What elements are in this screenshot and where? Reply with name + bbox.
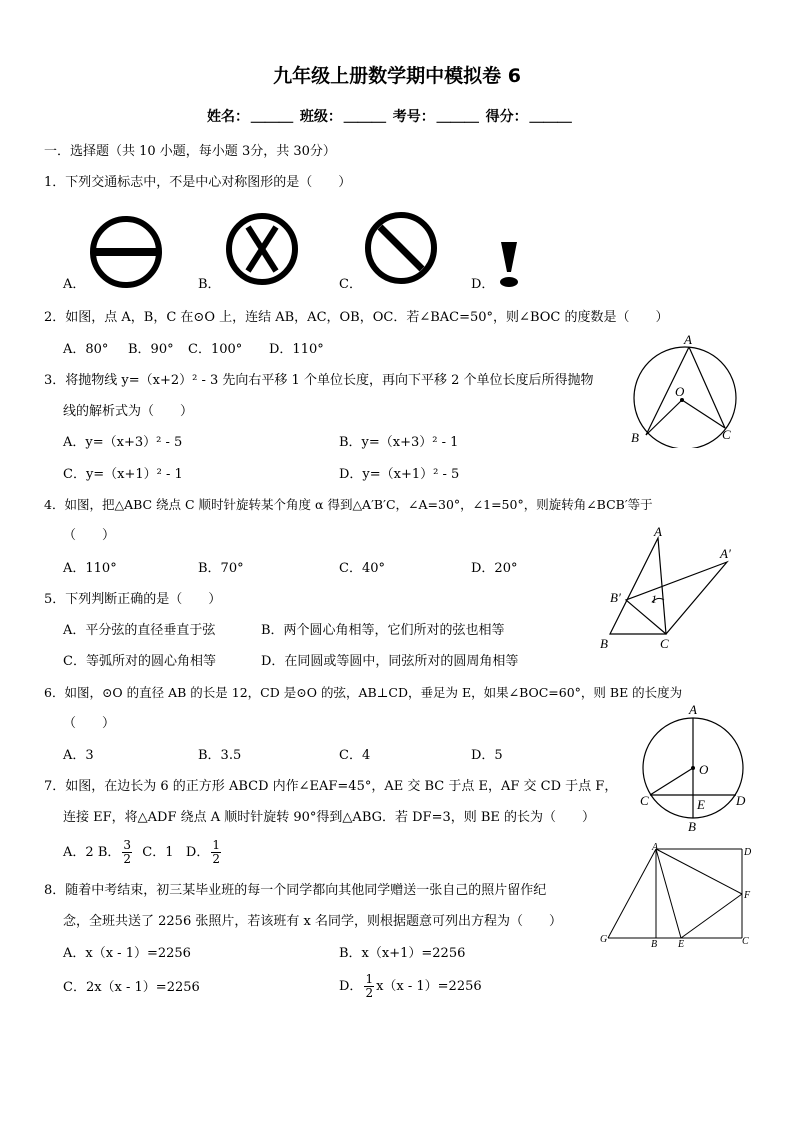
q7-label-b: B [651, 939, 658, 950]
student-info-line [207, 106, 574, 126]
q1-option-b: B． [198, 277, 221, 292]
q8-option-d: D． [339, 979, 363, 994]
q2-stem: 2．如图，点 A，B，C 在⊙O 上，连结 AB，AC，OB，OC．若∠BAC=50°，则∠BOC 的度数是（ ） [44, 310, 669, 325]
q2-label-b: B [631, 430, 639, 445]
exam-no-label: 考号： [392, 109, 435, 125]
q7-label-c: C [742, 936, 749, 947]
q4-rotation-figure [596, 524, 746, 654]
q4-label-c: C [660, 636, 669, 651]
q2-option-b: B．90° [128, 342, 174, 357]
q5-option-a: A．平分弦的直径垂直于弦 [63, 623, 216, 638]
q8-option-d-fraction: $\frac{1}{2}$ [365, 972, 374, 1000]
q4-label-b: B [600, 636, 608, 651]
q7-option-a: A．2 [63, 845, 94, 860]
name-label: 姓名： [207, 109, 249, 125]
q5-option-d: D．在同圆或等圆中，同弦所对的圆周角相等 [261, 654, 519, 669]
q6-stem-line1: 6．如图，⊙O 的直径 AB 的长是 12，CD 是⊙O 的弦，AB⊥CD，垂足为 E，如果∠BOC=60°，则 BE 的长度为 [44, 685, 683, 700]
q5-option-b: B．两个圆心角相等，它们所对的弦也相等 [261, 623, 505, 638]
q7-label-g: G [600, 934, 608, 945]
q3-stem-line1: 3．将抛物线 y=（x+2）² - 3 先向右平移 1 个单位长度，再向下平移 2 个单位长度后所得抛物 [44, 373, 594, 388]
q7-option-b: B． [97, 845, 121, 860]
q4-option-a: A．110° [63, 561, 117, 576]
circle-x-sign-icon [224, 211, 300, 287]
q2-option-d: D．110° [269, 342, 324, 357]
q4-label-angle1: 1 [651, 592, 657, 606]
q4-option-b: B．70° [198, 561, 244, 576]
q7-square-figure [598, 840, 758, 950]
q7-option-c: C．1 [142, 845, 174, 860]
q6-circle-figure [636, 700, 756, 836]
q7-option-d-fraction: $\frac{1}{2}$ [212, 838, 220, 866]
q7-stem-line2: 连接 EF，将△ADF 绕点 A 顺时针旋转 90°得到△ABG．若 DF=3，则 BE 的长为（ ） [63, 810, 596, 825]
q6-label-a: A [689, 702, 697, 717]
q3-option-a: A．y=（x+3）² - 5 [63, 435, 183, 450]
q7-stem-line1: 7．如图，在边长为 6 的正方形 ABCD 内作∠EAF=45°，AE 交 BC 于点 E，AF 交 CD 于点 F， [44, 779, 618, 794]
q3-option-b: B．y=（x+3）² - 1 [339, 435, 459, 450]
q6-option-b: B．3.5 [198, 748, 242, 763]
q5-stem: 5．下列判断正确的是（ ） [44, 592, 222, 607]
q4-option-d: D．20° [471, 561, 518, 576]
q2-label-c: C [722, 427, 731, 442]
exclamation-sign-icon [496, 240, 522, 290]
class-blank: ＿＿＿ [343, 109, 386, 125]
q1-stem: 1．下列交通标志中，不是中心对称图形的是（ ） [44, 175, 352, 190]
score-blank: ＿＿＿ [529, 109, 572, 125]
class-label: 班级： [299, 109, 342, 125]
name-blank: ＿＿＿ [251, 109, 293, 125]
q3-option-c: C．y=（x+1）² - 1 [63, 467, 183, 482]
q8-option-b: B．x（x+1）=2256 [339, 946, 466, 961]
q1-option-d: D． [471, 277, 495, 292]
q8-option-c: C．2x（x - 1）=2256 [63, 980, 200, 995]
q4-stem-line1: 4．如图，把△ABC 绕点 C 顺时针旋转某个角度 α 得到△A′B′C，∠A=30°，∠1=50°，则旋转角∠BCB′等于 [44, 497, 653, 512]
q6-option-c: C．4 [339, 748, 371, 763]
page-title: 九年级上册数学期中模拟卷 6 [273, 65, 521, 87]
q2-label-o: O [675, 384, 685, 399]
exam-no-blank: ＿＿＿ [436, 109, 479, 125]
q7-label-d: D [744, 847, 752, 858]
q7-label-a: A [652, 842, 659, 853]
q4-option-c: C．40° [339, 561, 385, 576]
q2-option-a: A．80° [63, 342, 109, 357]
q3-option-d: D．y=（x+1）² - 5 [339, 467, 460, 482]
score-label: 得分： [485, 109, 528, 125]
q7-options-row [63, 836, 223, 870]
section-heading: 一．选择题（共 10 小题，每小题 3分，共 30分） [44, 144, 336, 159]
q4-label-a: A [654, 524, 662, 539]
q2-circle-figure [622, 330, 748, 448]
q7-label-e: E [678, 939, 685, 950]
q7-option-d: D． [185, 845, 210, 860]
q8-stem-line1: 8．随着中考结束，初三某毕业班的每一个同学都向其他同学赠送一张自己的照片留作纪 [44, 883, 547, 898]
q4-label-a-prime: A′ [720, 546, 731, 561]
q8-option-a: A．x（x - 1）=2256 [63, 946, 191, 961]
q6-option-a: A．3 [63, 748, 94, 763]
q6-label-e: E [697, 797, 705, 812]
q7-option-b-fraction: $\frac{3}{2}$ [123, 838, 132, 866]
q4-label-b-prime: B′ [610, 590, 621, 605]
q3-stem-line2: 线的解析式为（ ） [63, 404, 194, 419]
q6-option-d: D．5 [471, 748, 503, 763]
q1-option-a: A． [63, 277, 86, 292]
q6-stem-line2: （ ） [63, 716, 116, 731]
q2-option-c: C．100° [188, 342, 243, 357]
q6-label-o: O [699, 762, 709, 777]
q6-label-b: B [688, 819, 696, 834]
q2-label-a: A [684, 332, 692, 347]
q6-label-d: D [736, 793, 746, 808]
q4-stem-line2: （ ） [63, 528, 116, 543]
circle-diagonal-bar-sign-icon [363, 210, 439, 286]
q8-option-d-row [339, 970, 482, 1004]
q7-label-f: F [744, 890, 751, 901]
q8-option-d-equation: x（x - 1）=2256 [376, 979, 482, 994]
q8-stem-line2: 念，全班共送了 2256 张照片，若该班有 x 名同学，则根据题意可列出方程为（ ） [63, 914, 562, 929]
q5-option-c: C．等弧所对的圆心角相等 [63, 654, 216, 669]
circle-horizontal-bar-sign-icon [88, 214, 164, 290]
q6-label-c: C [640, 793, 649, 808]
q1-option-c: C． [339, 277, 362, 292]
